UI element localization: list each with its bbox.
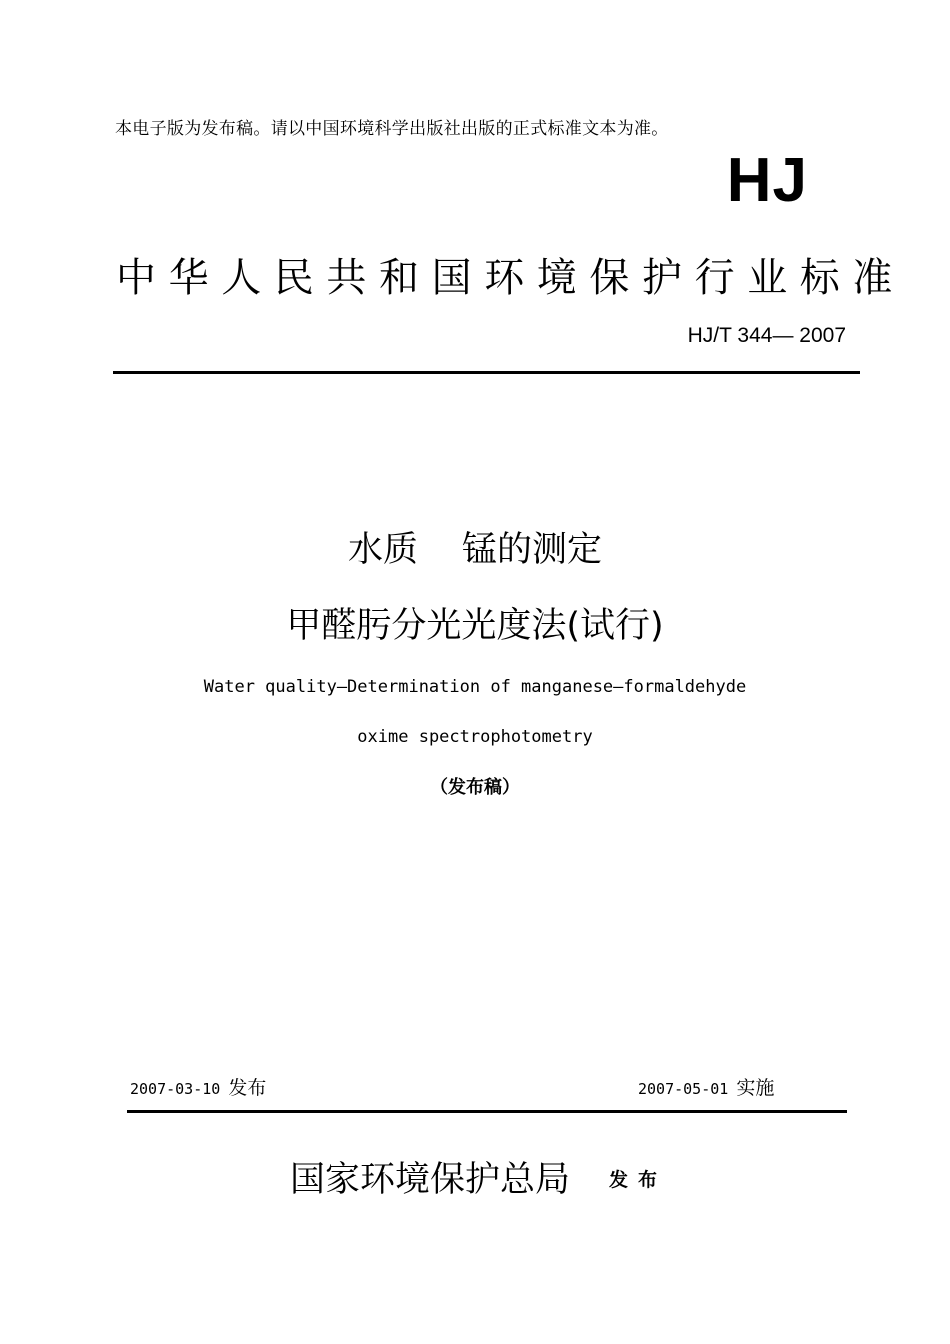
title-cn-part1: 水质 — [347, 530, 418, 570]
title-cn-line2: 甲醛肟分光光度法(试行) — [286, 606, 664, 646]
hj-logo: HJ — [726, 146, 808, 215]
issue-label: 发布 — [228, 1077, 267, 1099]
implement-date-row — [638, 1073, 774, 1100]
title-cn-line1 — [0, 526, 950, 574]
title-en-line1: Water quality—Determination of manganese—formaldehyde — [203, 677, 747, 697]
title-cn-part2: 锰的测定 — [462, 530, 603, 570]
top-divider — [113, 371, 860, 374]
issuer-action: 发布 — [609, 1169, 668, 1191]
implement-label: 实施 — [736, 1077, 775, 1099]
title-en-line2: oxime spectrophotometry — [357, 727, 593, 747]
draft-tag: （发布稿） — [430, 777, 520, 798]
issuer-name: 国家环境保护总局 — [290, 1160, 571, 1200]
notice-text: 本电子版为发布稿。请以中国环境科学出版社出版的正式标准文本为准。 — [115, 119, 669, 139]
standard-number: HJ/T 344— 2007 — [687, 324, 846, 347]
issue-date-row — [130, 1073, 266, 1100]
implement-date: 2007-05-01 — [638, 1080, 729, 1098]
bottom-divider — [127, 1110, 847, 1113]
standard-class-title: 中华人民共和国环境保护行业标准 — [116, 255, 905, 301]
issue-date: 2007-03-10 — [130, 1080, 221, 1098]
